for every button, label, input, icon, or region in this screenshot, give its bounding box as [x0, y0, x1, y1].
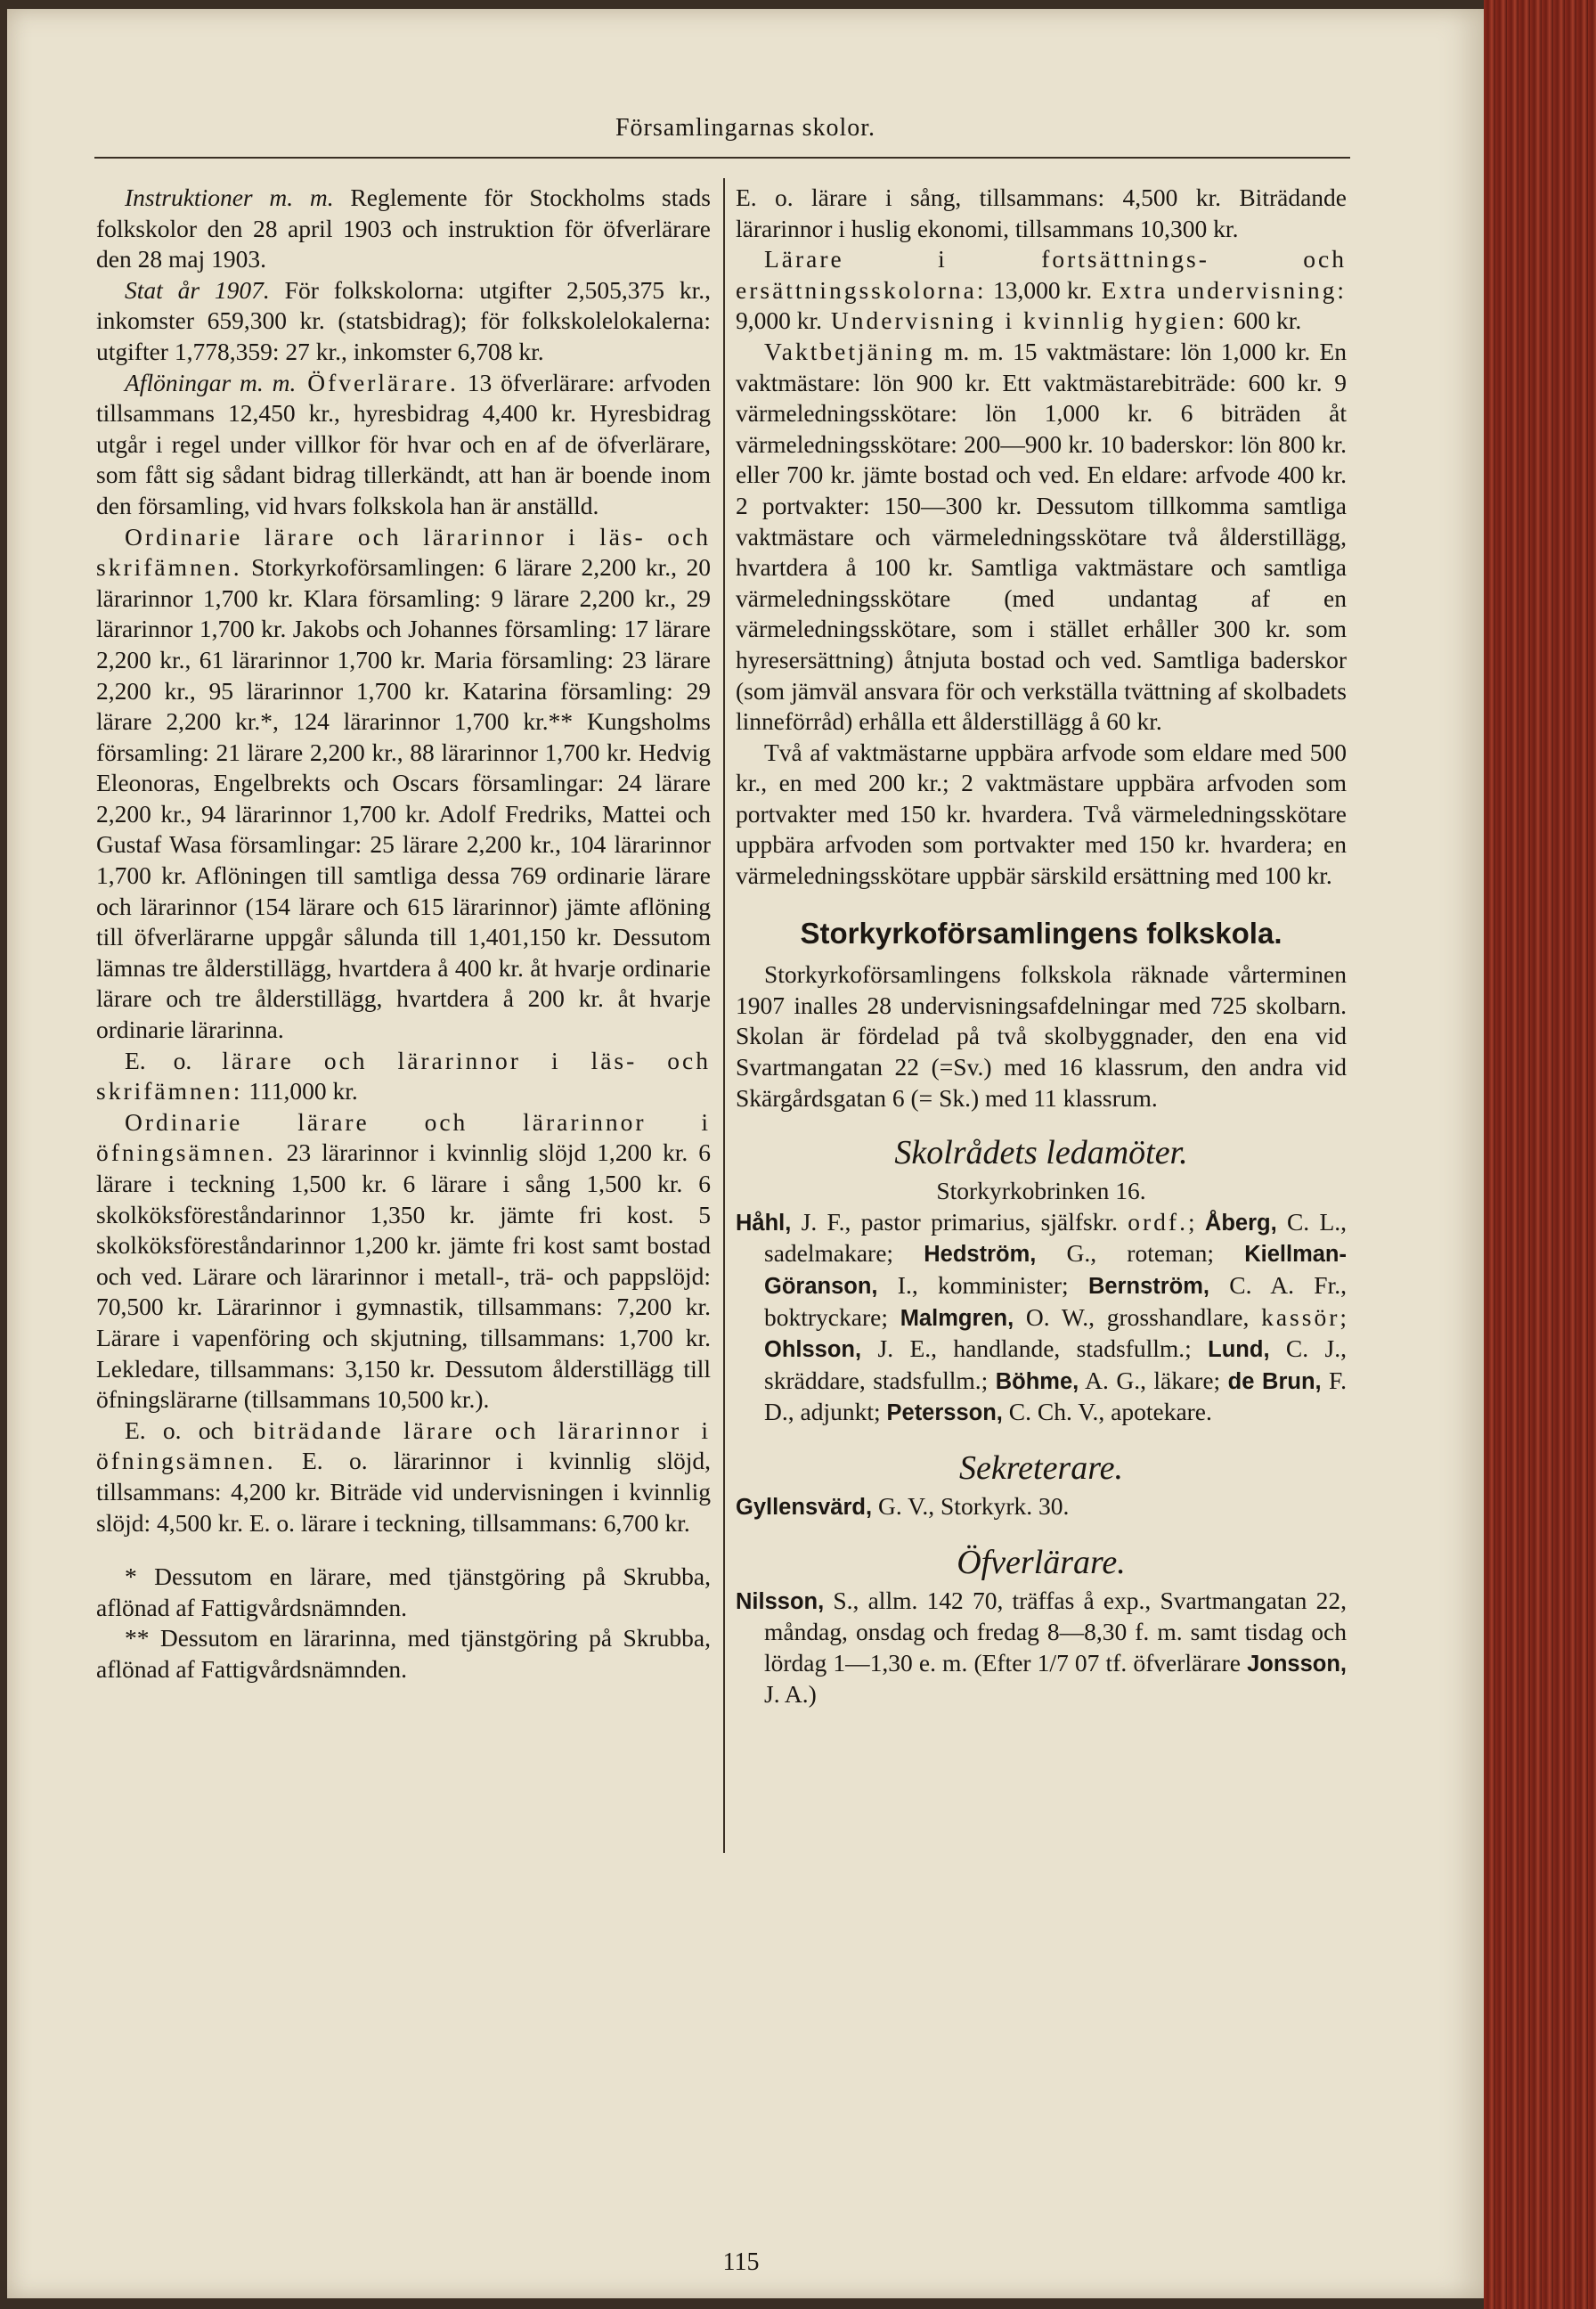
member-desc: F. D., adjunkt;: [764, 1366, 1348, 1426]
secretary-name: Gyllensvärd,: [736, 1494, 873, 1520]
text-practice-subjects: 23 lärarinnor i kvinnlig slöjd 1,200 kr. 6 lärare i teckning 1,500 kr. 6 lärare i sång 1,500 kr. 6 skolköksföreståndarinnor 1,350 kr. jämte fri kost. 5 skolköksföreståndarinnor 1,200 kr. jämte fri kost samt bostad och ved. Lärare och lärarinnor i metall-, trä- och pappslöjd: 70,500 kr. Lärarinnor i gymnastik, tillsammans: 7,200 kr. Lärare i vapenföring och skjutning, tillsammans: 1,700 kr. Lekledare, tillsammans: 3,150 kr. Dessutom ålderstillägg till öfningslärarne (tillsammans 10,500 kr.).: [96, 1138, 711, 1414]
text-budget: För folkskolorna: utgifter 2,505,375 kr., inkomster 659,300 kr. (statsbidrag); för folkskolelokalerna: utgifter 1,778,359: 27 kr., inkomster 6,708 kr.: [96, 275, 711, 365]
text-extra-teaching: 9,000 kr.: [736, 306, 823, 335]
text-instructions: Reglemente för Stockholms stads folkskolor den 28 april 1903 och instruktion för öfverlärare den 28 maj 1903.: [96, 184, 711, 273]
paragraph-porters: Två af vaktmästarne uppbära arfvode som eldare med 500 kr., en med 200 kr.; 2 vaktmästare uppbära arfvoden som portvakter med 150 kr. hvardera. Två värmeledningsskötare uppbära arfvoden som portvakter med 150 kr. hvardera; en värmeledningsskötare uppbär särskild ersättning med 100 kr.: [736, 738, 1347, 890]
header-rule: [94, 157, 1350, 159]
board-members: [736, 1207, 1347, 1429]
lead-salaries: Aflöningar m. m.: [125, 368, 297, 396]
paragraph-assistant-teachers: [96, 1416, 711, 1538]
left-column: [96, 183, 711, 1685]
text-continuation: 13,000 kr.: [986, 275, 1093, 304]
paragraph-budget: [96, 275, 711, 368]
member-desc: C. J., skräddare, stadsfullm.;: [764, 1334, 1347, 1394]
text-caretakers: m. m. 15 vaktmästare: lön 1,000 kr. En vaktmästare: lön 900 kr. Ett vaktmästarebiträde: 600 kr. 9 värmeledningsskötare: lön 1,000 kr. 6 biträden åt värmeledningsskötare: 200—900 kr. 10 baderskor: lön 800 kr. eller 700 kr. jämte bostad och ved. En eldare: arfvode 400 kr. 2 portvakter: 150—300 kr. Dessutom tillkomma samtliga vaktmästare och värmeledningsskötare två ålderstillägg, hvartdera å 100 kr. Samtliga vaktmästare och samtliga värmeledningsskötare (med undantag af en värmeledningsskötare, som i stället erhåller 300 kr. som hyresersättning) åtnjuta bostad och ved. Samtliga baderskor (som jämväl ansvara för och verkställa tvättning af skolbadets linneförråd) erhålla ett ålderstillägg å 60 kr.: [736, 337, 1347, 736]
spaced-practice-subjects: Ordinarie lärare och lärarinnor i öfningsämnen.: [96, 1107, 711, 1167]
board-address: Storkyrkobrinken 16.: [936, 1177, 1146, 1205]
paragraph-school-description: Storkyrkoförsamlingens folkskola räknade vårterminen 1907 inalles 28 undervisningsafdelningar med 725 skolbarn. Skolan är fördelad på två skolbyggnader, den ena vid Svartmangatan 22 (=Sv.) med 16 klassrum, den andra vid Skärgårdsgatan 6 (= Sk.) med 11 klassrum.: [736, 960, 1347, 1112]
spaced-assistant-teachers: biträdande lärare och lärarinnor i öfningsämnen.: [96, 1416, 711, 1475]
acting-head-teacher-tail: J. A.): [764, 1680, 817, 1709]
column-separator: [723, 178, 725, 1853]
acting-head-teacher-name: Jonsson,: [1247, 1651, 1347, 1677]
member-name: Kiellman-Göranson,: [764, 1242, 1347, 1299]
footnotes: [96, 1562, 711, 1685]
paragraph-instructions: [96, 183, 711, 275]
member-name: Petersson,: [886, 1400, 1003, 1426]
spaced-eo-teachers: lärare och lärarinnor i läs- och skrifämnen:: [96, 1046, 711, 1106]
member-desc: J. F., pastor primarius, själfskr.: [791, 1207, 1128, 1236]
paragraph-continuation-schools: [736, 244, 1347, 337]
member-desc: J. E., handlande, stadsfullm.;: [861, 1334, 1209, 1363]
member-desc: C. L., sadelmakare;: [764, 1207, 1348, 1268]
member-name: Lund,: [1208, 1337, 1270, 1363]
text-salaries: 13 öfverlärare: arfvoden tillsammans 12,450 kr., hyresbidrag 4,400 kr. Hyresbidrag utgår i regel under villkor för hvar och en af de öfverlärare, som fått sig sådant bidrag tillerkändt, att han är boende inom den församling, vid hvars folkskola han är anställd.: [96, 368, 711, 519]
spaced-caretakers: Vaktbetjäning: [764, 337, 935, 365]
text-ordinary-teachers: Storkyrkoförsamlingen: 6 lärare 2,200 kr., 20 lärarinnor 1,700 kr. Klara församling: 9 lärare 2,200 kr., 29 lärarinnor 1,700 kr. Jakobs och Johannes församling: 17 lärare 2,200 kr., 61 lärarinnor 1,700 kr. Maria församling: 23 lärare 2,200 kr., 95 lärarinnor 1,700 kr. Katarina församling: 29 lärare 2,200 kr.*, 124 lärarinnor 1,700 kr.** Kungsholms församling: 21 lärare 2,200 kr., 88 lärarinnor 1,700 kr. Hedvig Eleonoras, Engelbrekts och Oscars församlingar: 24 lärare 2,200 kr., 94 lärarinnor 1,700 kr. Adolf Fredriks, Mattei och Gustaf Wasa församlingar: 25 lärare 2,200 kr., 104 lärarinnor 1,700 kr. Aflöningen till samtliga dessa 769 ordinarie lärare och lärarinnor (154 lärare och 615 lärarinnor) jämte aflöning till öfverlärarne uppgår sålunda till 1,401,150 kr. Dessutom lämnas tre ålderstillägg, hvartdera å 400 kr. åt hvarje ordinarie lärare och tre ålderstillägg, hvartdera å 200 kr. åt hvarje ordinarie lärarinna.: [96, 553, 711, 1044]
head-teacher-desc: S., allm. 142 70, träffas å exp., Svartmangatan 22, måndag, onsdag och fredag 8—8,30 f. m. samt tisdag och lördag 1—1,30 e. m. (Efter 1/7 07 tf. öfverlärare: [764, 1586, 1347, 1677]
spaced-extra-teaching: Extra undervisning:: [1092, 275, 1347, 304]
lead-budget: Stat år 1907.: [125, 275, 270, 304]
member-sep: ;: [1187, 1207, 1205, 1236]
section-heading-school: Storkyrkoförsamlingens folkskola.: [800, 916, 1282, 950]
member-name: Åberg,: [1204, 1210, 1277, 1236]
footnote-1: * Dessutom en lärare, med tjänstgöring på Skrubba, aflönad af Fattigvårdsnämnden.: [96, 1562, 711, 1621]
member-name: Bernström,: [1087, 1274, 1209, 1299]
member-role: ordf.: [1128, 1207, 1188, 1236]
member-desc: C. A. Fr., boktryckare;: [764, 1271, 1347, 1331]
member-sep: ;: [1340, 1302, 1347, 1331]
section-heading-board: Skolrådets ledamöter.: [894, 1134, 1188, 1172]
text-hygiene: 600 kr.: [1227, 306, 1302, 335]
member-name: Malmgren,: [900, 1305, 1014, 1331]
member-desc: I., komminister;: [877, 1271, 1088, 1299]
spaced-head-teachers: Öfverlärare.: [296, 368, 459, 396]
spaced-ordinary-teachers: Ordinarie lärare och lärarinnor i läs- och skrifämnen.: [96, 522, 711, 582]
member-name: Hedström,: [924, 1242, 1037, 1268]
book-edge: [1484, 0, 1596, 2309]
paragraph-eo-teachers: [96, 1046, 711, 1107]
page-number: 115: [722, 2248, 760, 2276]
spaced-hygiene: Undervisning i kvinnlig hygien:: [822, 306, 1228, 335]
head-teacher-name: Nilsson,: [736, 1588, 825, 1614]
text-eo-teachers: 111,000 kr.: [242, 1077, 358, 1106]
member-desc: O. W., grosshandlare,: [1014, 1302, 1262, 1331]
member-name: Böhme,: [995, 1368, 1079, 1394]
paragraph-ordinary-teachers: [96, 522, 711, 1046]
member-name: Håhl,: [736, 1210, 792, 1236]
running-head: Församlingarnas skolor.: [615, 114, 876, 142]
member-role: kassör: [1261, 1302, 1340, 1331]
book-page: [7, 9, 1484, 2298]
member-name: de Brun,: [1227, 1368, 1322, 1394]
paragraph-practice-subjects: [96, 1107, 711, 1416]
section-heading-secretary: Sekreterare.: [959, 1448, 1123, 1487]
paragraph-caretakers: [736, 337, 1347, 738]
right-column: [736, 183, 1347, 1710]
paragraph-eo-singing: E. o. lärare i sång, tillsammans: 4,500 kr. Biträdande lärarinnor i huslig ekonomi, tillsammans 10,300 kr.: [736, 184, 1347, 242]
section-heading-head-teacher: Öfverlärare.: [957, 1543, 1126, 1581]
lead-assistant: E. o. och: [125, 1416, 234, 1444]
paragraph-salaries: [96, 368, 711, 522]
footnote-2: ** Dessutom en lärarinna, med tjänstgöring på Skrubba, aflönad af Fattigvårdsnämnden.: [96, 1624, 711, 1683]
text-assistant-teachers: E. o. lärarinnor i kvinnlig slöjd, tillsammans: 4,200 kr. Biträde vid undervisningen i kvinnlig slöjd: 4,500 kr. E. o. lärare i teckning, tillsammans: 6,700 kr.: [96, 1447, 711, 1537]
spaced-continuation: Lärare i fortsättnings- och ersättningsskolorna:: [736, 245, 1347, 304]
lead-instructions: Instruktioner m. m.: [125, 184, 334, 211]
lead-eo: E. o.: [125, 1046, 192, 1074]
member-desc: C. Ch. V., apotekare.: [1002, 1398, 1212, 1426]
member-desc: A. G., läkare;: [1079, 1366, 1228, 1394]
secretary-desc: G. V., Storkyrk. 30.: [872, 1491, 1070, 1520]
head-teacher-entry: [736, 1586, 1347, 1710]
member-name: Ohlsson,: [764, 1337, 862, 1363]
member-desc: G., roteman;: [1036, 1239, 1245, 1268]
secretary-entry: [736, 1491, 1347, 1523]
